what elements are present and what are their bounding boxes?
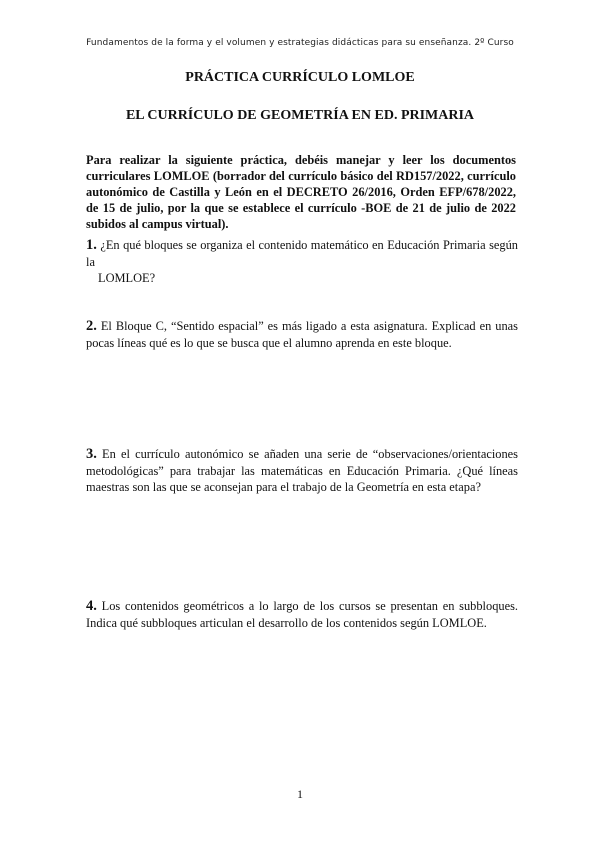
question-text: ¿En qué bloques se organiza el contenido matemático en Educación Primaria según la bbox=[86, 238, 518, 269]
document-subtitle: EL CURRÍCULO DE GEOMETRÍA EN ED. PRIMARIA bbox=[125, 108, 475, 123]
question-text: El Bloque C, “Sentido espacial” es más ligado a esta asignatura. Explicad en unas pocas líneas qué es lo que se busca que el alumno aprenda en este bloque. bbox=[86, 319, 518, 350]
question-text: En el currículo autonómico se añaden una serie de “observaciones/orientaciones metodológicas” para trabajar las matemáticas en Educación Primaria. ¿Qué líneas maestras son las que se aconsejan para el trabajo de la Geometría en esta etapa? bbox=[86, 447, 518, 494]
question-number: 1. bbox=[86, 237, 97, 253]
question-number: 3. bbox=[86, 446, 97, 462]
question-2 bbox=[86, 318, 518, 351]
question-number: 4. bbox=[86, 598, 97, 614]
question-text: Los contenidos geométricos a lo largo de los cursos se presentan en subbloques. Indica qué subbloques articulan el desarrollo de los contenidos según LOMLOE. bbox=[86, 599, 519, 630]
question-1 bbox=[86, 237, 518, 287]
page-number: 1 bbox=[297, 787, 303, 801]
running-header: Fundamentos de la forma y el volumen y estrategias didácticas para su enseñanza. 2º Curso bbox=[86, 38, 514, 48]
document-title: PRÁCTICA CURRÍCULO LOMLOE bbox=[185, 70, 415, 85]
question-4 bbox=[86, 598, 518, 631]
intro-paragraph: Para realizar la siguiente práctica, debéis manejar y leer los documentos curriculares LOMLOE (borrador del currículo básico del RD157/2022, currículo autonómico de Castilla y León en el DECRETO 26/2016, Orden EFP/678/2022, de 15 de julio, por la que se establece el currículo -BOE de 21 de julio de 2022 subidos al campus virtual). bbox=[86, 153, 516, 231]
question-text-continued: LOMLOE? bbox=[98, 271, 156, 285]
question-3 bbox=[86, 446, 518, 496]
question-number: 2. bbox=[86, 318, 97, 334]
